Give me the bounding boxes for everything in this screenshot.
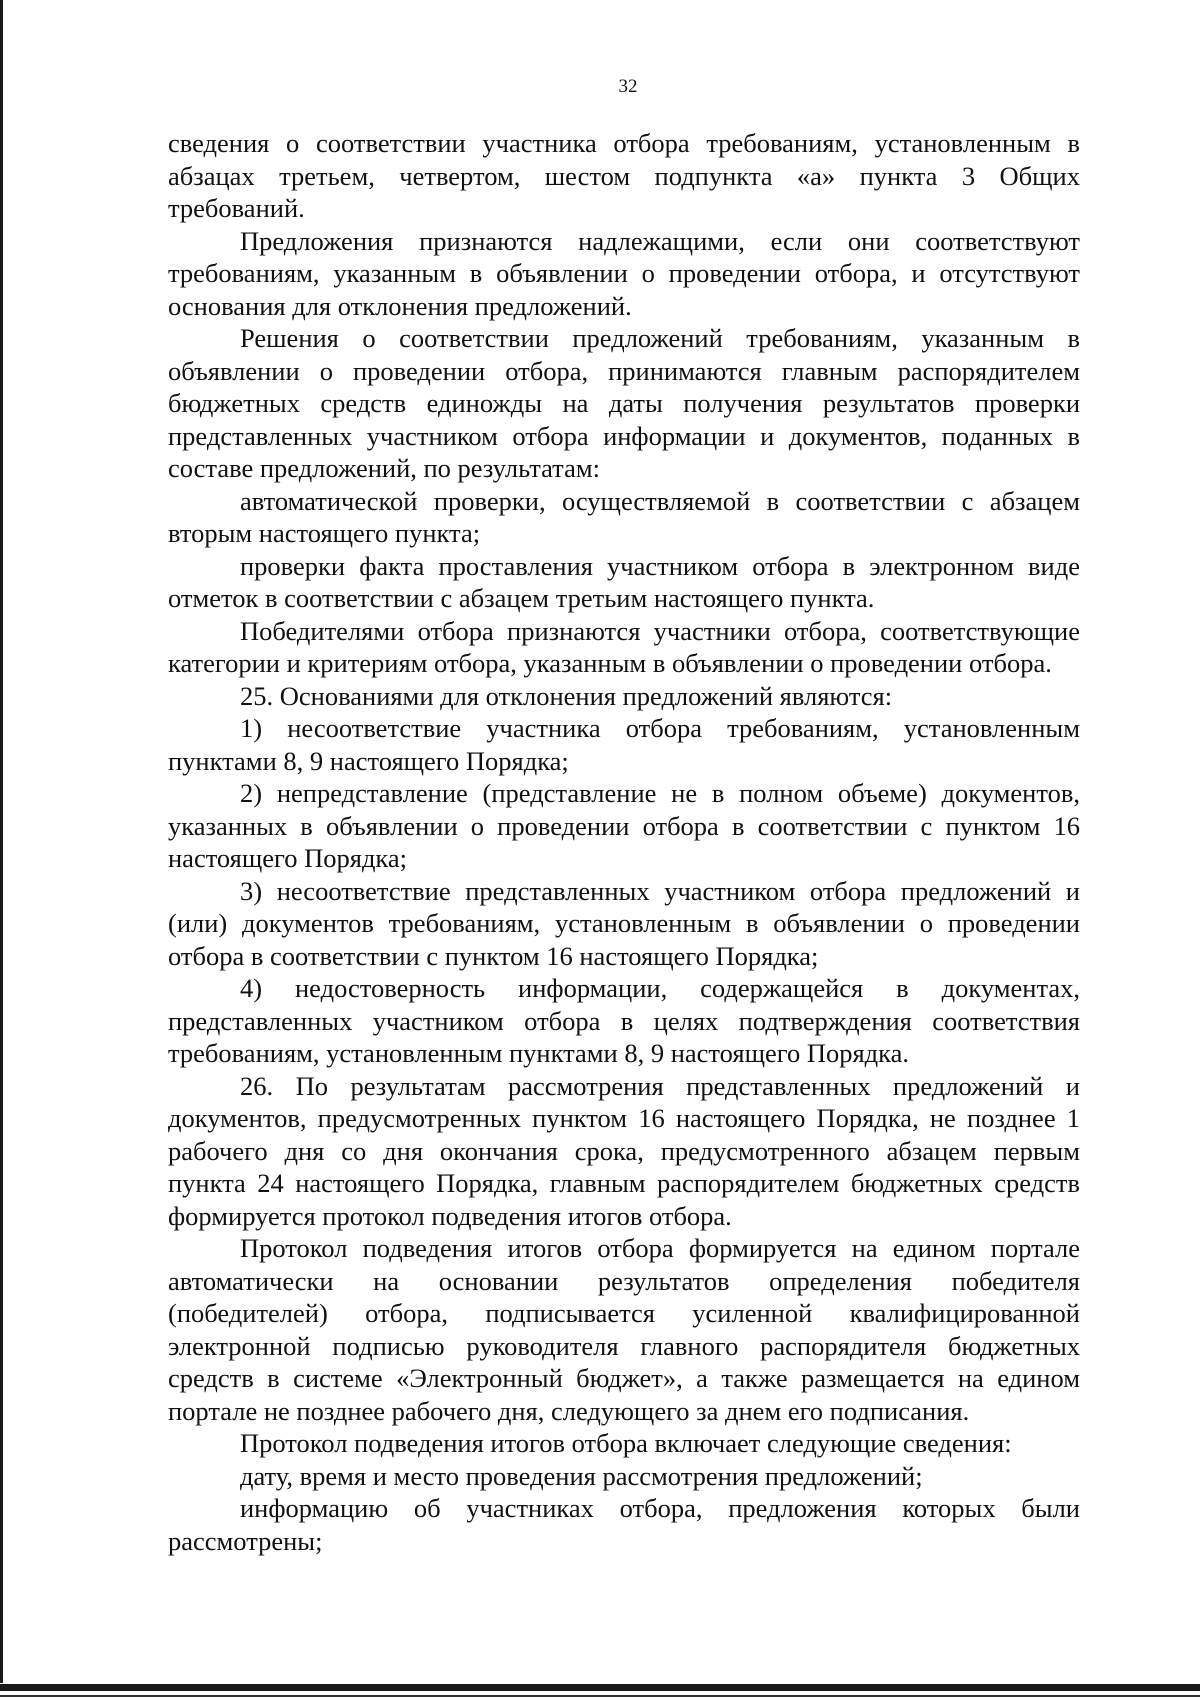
paragraph: 25. Основаниями для отклонения предложений являются:	[240, 680, 893, 711]
paragraph: сведения о соответствии участника отбора требованиям, установленным в абзацах третьем, четвертом, шестом подпункта «а» пункта 3 Общих требований.	[168, 128, 1080, 223]
paragraph: 3) несоответствие представленных участником отбора предложений и (или) документов требованиям, установленным в объявлении о проведении отбора в соответствии с пунктом 16 настоящего Порядка;	[168, 875, 1080, 971]
paragraph: 1) несоответствие участника отбора требованиям, установленным пунктами 8, 9 настоящего Порядка;	[168, 713, 1080, 776]
paragraph: 4) недостоверность информации, содержащейся в документах, представленных участником отбора в целях подтверждения соответствия требованиям, установленным пунктами 8, 9 настоящего Порядка.	[168, 973, 1080, 1068]
paragraph: 26. По результатам рассмотрения представленных предложений и документов, предусмотренных пунктом 16 настоящего Порядка, не позднее 1 рабочего дня со дня окончания срока, предусмотренного абзацем первым пункта 24 настоящего Порядка, главным распорядителем бюджетных средств формируется протокол подведения итогов отбора.	[168, 1070, 1080, 1231]
paragraph: Решения о соответствии предложений требованиям, указанным в объявлении о проведении отбора, принимаются главным распорядителем бюджетных средств единожды на даты получения результатов проверки представленных участником отбора информации и документов, поданных в составе предложений, по результатам:	[168, 323, 1080, 483]
page-number: 32	[618, 76, 638, 97]
document-body	[168, 127, 1080, 1557]
paragraph: автоматической проверки, осуществляемой в соответствии с абзацем вторым настоящего пункта;	[168, 485, 1080, 548]
paragraph: 2) непредставление (представление не в полном объеме) документов, указанных в объявлении о проведении отбора в соответствии с пунктом 16 настоящего Порядка;	[168, 778, 1080, 873]
paragraph: проверки факта проставления участником отбора в электронном виде отметок в соответствии с абзацем третьим настоящего пункта.	[168, 550, 1080, 613]
paragraph: дату, время и место проведения рассмотрения предложений;	[240, 1460, 923, 1491]
paragraph: Протокол подведения итогов отбора формируется на едином портале автоматически на основании результатов определения победителя (победителей) отбора, подписывается усиленной квалифицированной электронной подписью руководителя главного распорядителя бюджетных средств в системе «Электронный бюджет», а также размещается на едином портале не позднее рабочего дня, следующего за днем его подписания.	[168, 1233, 1080, 1426]
paragraph: Предложения признаются надлежащими, если они соответствуют требованиям, указанным в объявлении о проведении отбора, и отсутствуют основания для отклонения предложений.	[168, 225, 1080, 321]
paragraph: Протокол подведения итогов отбора включает следующие сведения:	[240, 1428, 1012, 1458]
paragraph: информацию об участниках отбора, предложения которых были рассмотрены;	[168, 1493, 1080, 1556]
scan-border-bottom	[0, 1684, 1200, 1691]
scan-border-left	[0, 0, 3, 1683]
paragraph: Победителями отбора признаются участники отбора, соответствующие категории и критериям отбора, указанным в объявлении о проведении отбора.	[168, 615, 1080, 678]
